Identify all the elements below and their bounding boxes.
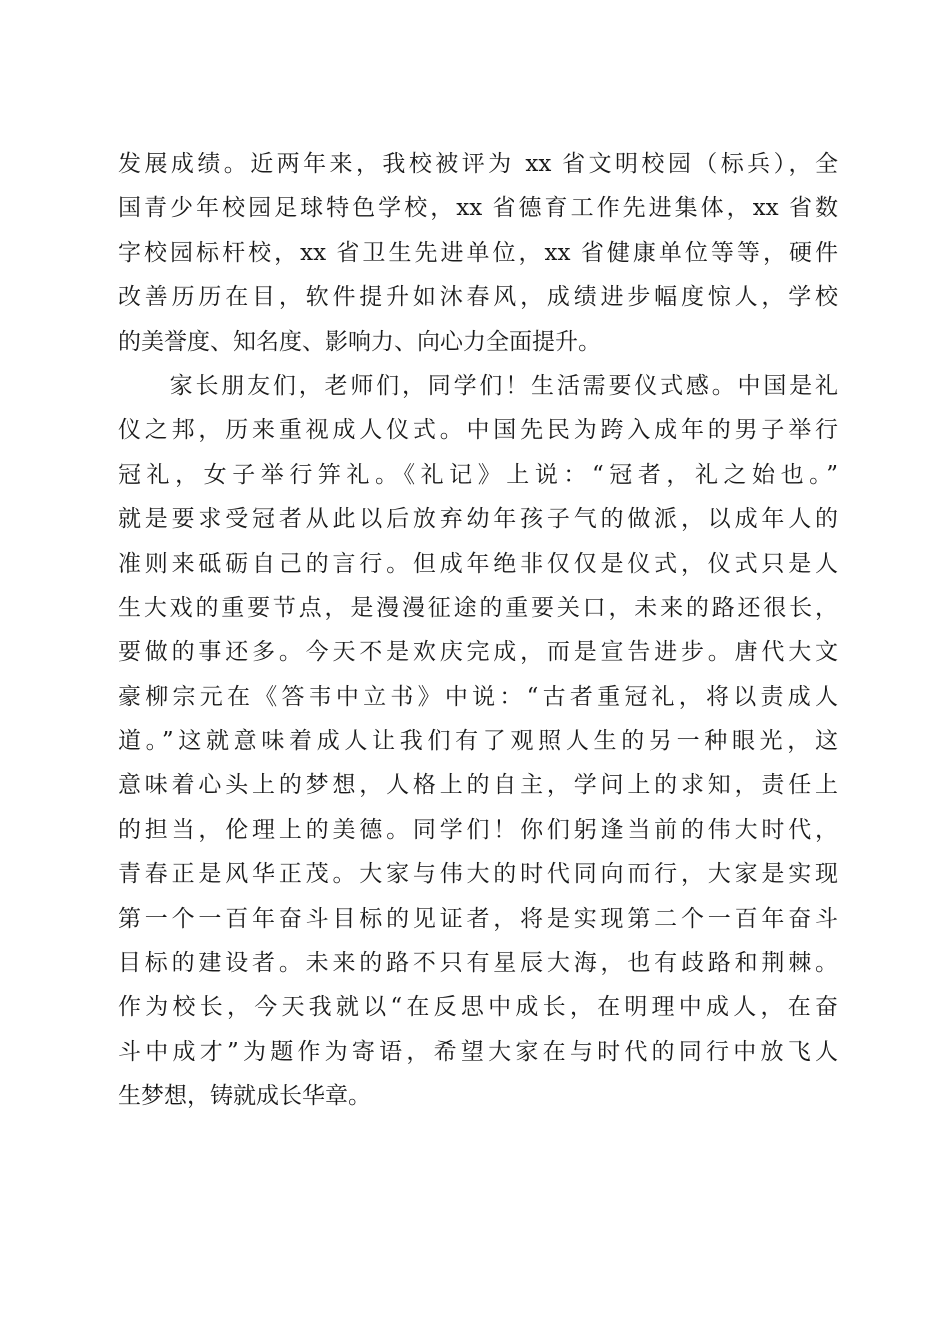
text-line: 就是要求受冠者从此以后放弃幼年孩子气的做派，以成年人的 [118, 506, 838, 533]
text-line: 第一个一百年奋斗目标的见证者，将是实现第二个一百年奋斗 [118, 905, 838, 932]
text-line: 改善历历在目，软件提升如沐春风，成绩进步幅度惊人，学校 [118, 284, 838, 311]
text-line: 作为校长，今天我就以“在反思中成长，在明理中成人，在奋 [118, 994, 838, 1021]
text-line: 生大戏的重要节点，是漫漫征途的重要关口，未来的路还很长， [118, 594, 838, 621]
body-text [118, 142, 838, 1119]
text-line: 道。”这就意味着成人让我们有了观照人生的另一种眼光，这 [118, 728, 838, 755]
text-line: 的担当，伦理上的美德。同学们！你们躬逢当前的伟大时代， [118, 816, 838, 843]
text-line: 斗中成才”为题作为寄语，希望大家在与时代的同行中放飞人 [118, 1038, 838, 1065]
paragraph-achievements [118, 142, 838, 364]
text-line: 字校园标杆校，xx 省卫生先进单位，xx 省健康单位等等，硬件 [118, 239, 838, 266]
text-line: 冠礼，女子举行笄礼。《礼记》上说：“冠者，礼之始也。” [118, 461, 838, 488]
text-line: 准则来砥砺自己的言行。但成年绝非仅仅是仪式，仪式只是人 [118, 550, 838, 577]
text-line: 青春正是风华正茂。大家与伟大的时代同向而行，大家是实现 [118, 861, 838, 888]
text-line: 目标的建设者。未来的路不只有星辰大海，也有歧路和荆棘。 [118, 950, 838, 977]
text-line: 发展成绩。近两年来，我校被评为 xx 省文明校园（标兵），全 [118, 151, 838, 177]
text-line: 的美誉度、知名度、影响力、向心力全面提升。 [118, 328, 601, 355]
text-line: 意味着心头上的梦想，人格上的自主，学问上的求知，责任上 [118, 772, 838, 799]
text-line: 生梦想，铸就成长华章。 [118, 1083, 371, 1110]
text-line: 仪之邦，历来重视成人仪式。中国先民为跨入成年的男子举行 [118, 417, 838, 444]
text-line: 豪柳宗元在《答韦中立书》中说：“古者重冠礼，将以责成人 [118, 683, 838, 710]
text-line: 要做的事还多。今天不是欢庆完成，而是宣告进步。唐代大文 [118, 639, 838, 666]
text-line: 国青少年校园足球特色学校，xx 省德育工作先进集体，xx 省数 [118, 195, 838, 222]
paragraph-ceremony [118, 364, 838, 1119]
text-line: 家长朋友们，老师们，同学们！生活需要仪式感。中国是礼 [118, 372, 838, 399]
